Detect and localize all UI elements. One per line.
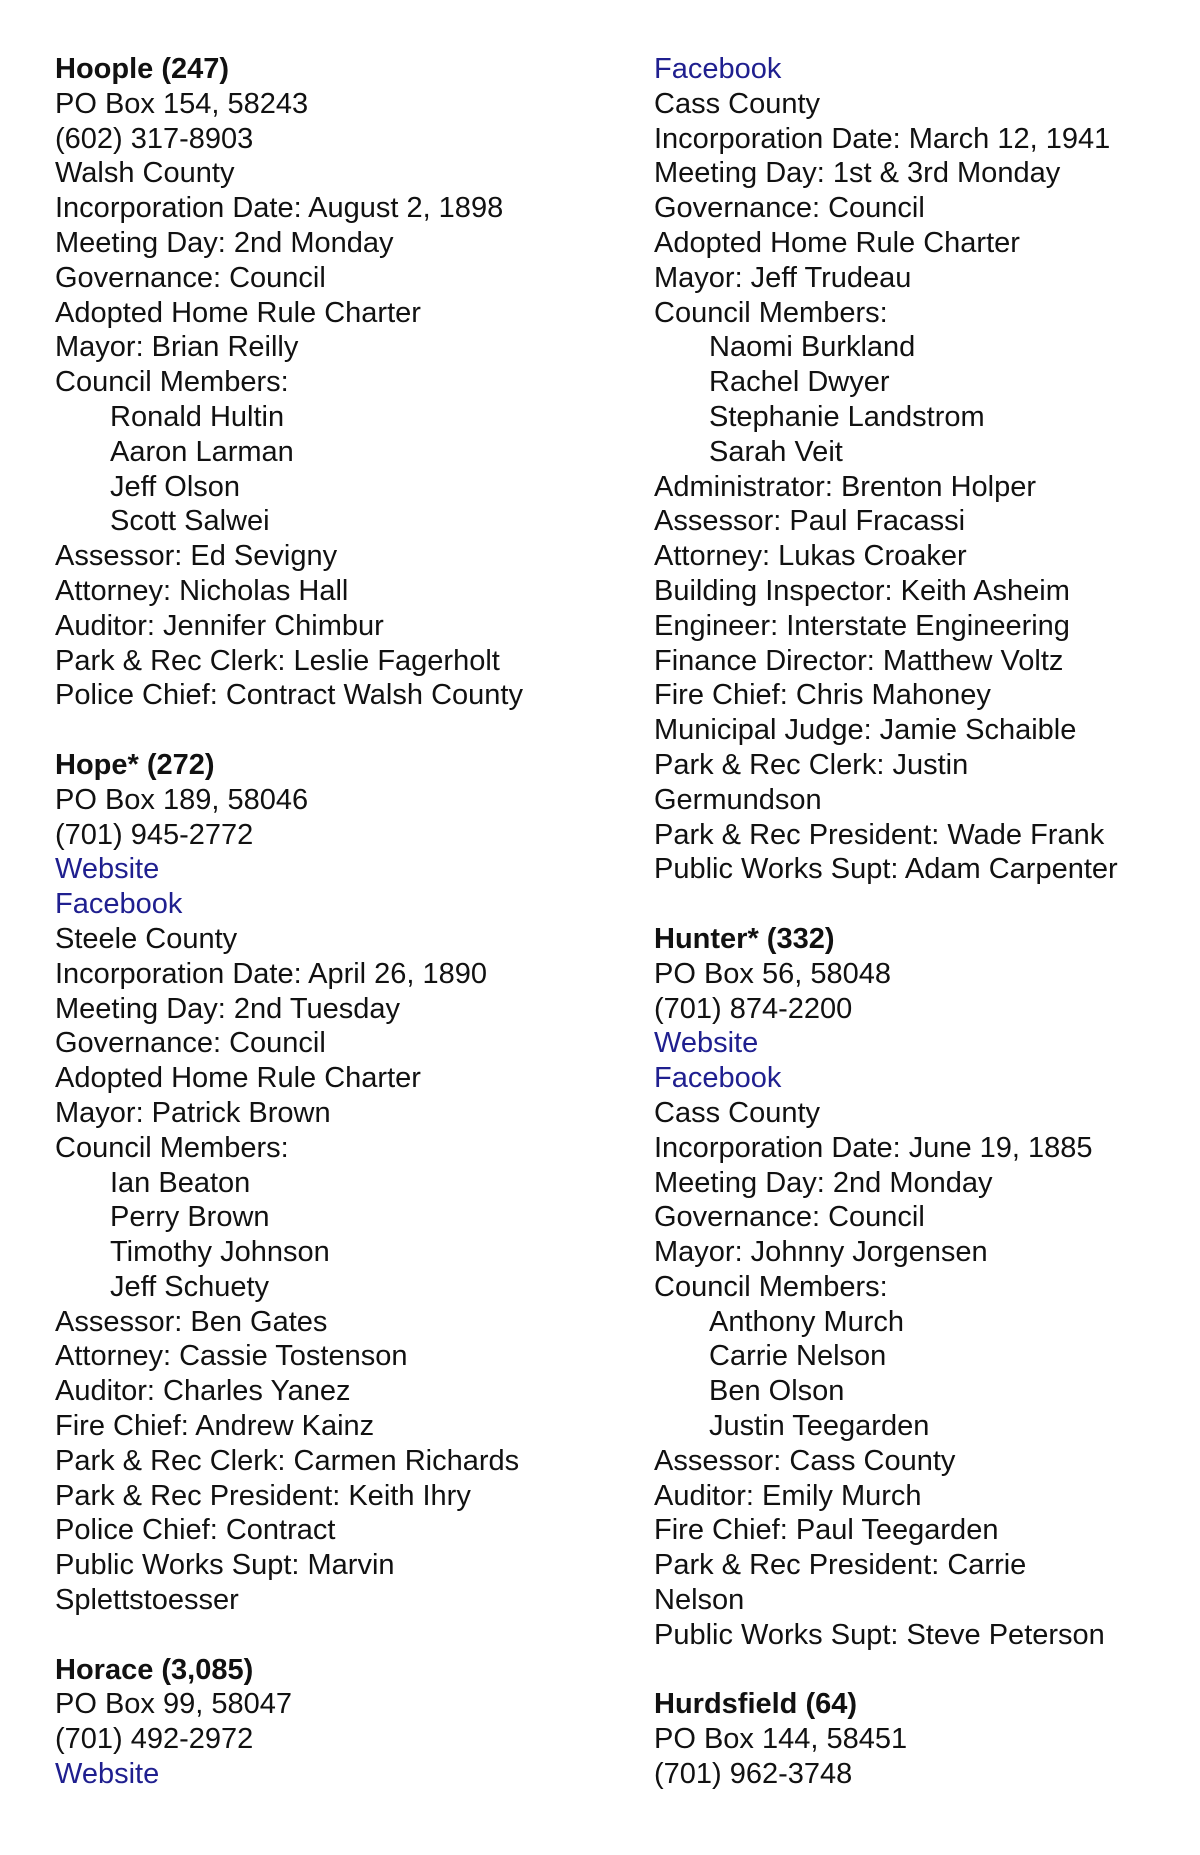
directory-line: (701) 945-2772 — [55, 818, 254, 851]
directory-line: (701) 874-2200 — [654, 992, 853, 1025]
directory-line: Auditor: Jennifer Chimbur — [55, 609, 384, 642]
directory-line: Park & Rec President: Wade Frank — [654, 818, 1105, 851]
directory-line: Steele County — [55, 922, 238, 955]
council-member: Anthony Murch — [709, 1305, 905, 1338]
council-member: Sarah Veit — [709, 435, 843, 468]
directory-line: Police Chief: Contract — [55, 1514, 336, 1547]
council-member: Ian Beaton — [110, 1166, 251, 1199]
council-member: Justin Teegarden — [709, 1410, 930, 1443]
directory-line: Mayor: Jeff Trudeau — [654, 261, 912, 294]
section-spacer — [654, 1653, 1194, 1688]
directory-line: Mayor: Patrick Brown — [55, 1096, 331, 1129]
section-spacer — [654, 887, 1194, 922]
directory-line: Fire Chief: Chris Mahoney — [654, 679, 991, 712]
directory-line: Park & Rec President: Keith Ihry — [55, 1479, 471, 1512]
directory-line: Public Works Supt: Marvin — [55, 1549, 395, 1582]
council-member: Timothy Johnson — [110, 1236, 330, 1269]
directory-line: Park & Rec Clerk: Justin — [654, 748, 969, 781]
directory-line: Fire Chief: Andrew Kainz — [55, 1410, 375, 1443]
council-member: Scott Salwei — [110, 505, 270, 538]
directory-line: Building Inspector: Keith Asheim — [654, 574, 1070, 607]
directory-line: Meeting Day: 2nd Monday — [55, 226, 394, 259]
directory-line: Police Chief: Contract Walsh County — [55, 679, 523, 712]
city-heading-hoople: Hoople (247) — [55, 53, 230, 85]
directory-line: Incorporation Date: April 26, 1890 — [55, 957, 488, 990]
directory-line: Mayor: Johnny Jorgensen — [654, 1236, 988, 1269]
directory-line: Finance Director: Matthew Voltz — [654, 644, 1064, 677]
directory-line: PO Box 154, 58243 — [55, 87, 309, 120]
directory-line: Auditor: Charles Yanez — [55, 1375, 351, 1408]
directory-line: Fire Chief: Paul Teegarden — [654, 1514, 999, 1547]
council-member: Stephanie Landstrom — [709, 400, 985, 433]
city-heading-hurdsfield: Hurdsfield (64) — [654, 1688, 858, 1721]
directory-line: Council Members: — [55, 1131, 289, 1164]
directory-line: Council Members: — [654, 1270, 888, 1303]
council-member: Carrie Nelson — [709, 1340, 887, 1373]
directory-line: Attorney: Lukas Croaker — [654, 540, 967, 573]
directory-line: Meeting Day: 1st & 3rd Monday — [654, 157, 1061, 190]
directory-line: Public Works Supt: Steve Peterson — [654, 1618, 1105, 1651]
council-member: Perry Brown — [110, 1201, 270, 1234]
directory-line: (701) 492-2972 — [55, 1723, 254, 1756]
section-spacer — [55, 1618, 615, 1653]
directory-line: Adopted Home Rule Charter — [55, 296, 421, 329]
directory-line: Nelson — [654, 1584, 745, 1617]
directory-line: Cass County — [654, 87, 821, 120]
directory-line: Incorporation Date: June 19, 1885 — [654, 1131, 1093, 1164]
directory-line: PO Box 189, 58046 — [55, 783, 309, 816]
directory-line: Council Members: — [55, 366, 289, 399]
directory-line: Assessor: Paul Fracassi — [654, 505, 966, 538]
directory-line: Park & Rec Clerk: Carmen Richards — [55, 1444, 520, 1477]
council-member: Rachel Dwyer — [709, 366, 890, 399]
directory-line: (701) 962-3748 — [654, 1758, 853, 1791]
directory-line: Adopted Home Rule Charter — [654, 226, 1020, 259]
directory-line: Engineer: Interstate Engineering — [654, 609, 1070, 642]
council-member: Jeff Schuety — [110, 1270, 270, 1303]
directory-line: Assessor: Ben Gates — [55, 1305, 328, 1338]
directory-line: Administrator: Brenton Holper — [654, 470, 1036, 503]
directory-line: Park & Rec Clerk: Leslie Fagerholt — [55, 644, 500, 677]
city-heading-hunter: Hunter* (332) — [654, 922, 835, 955]
directory-line: Incorporation Date: August 2, 1898 — [55, 192, 504, 225]
directory-line: Attorney: Cassie Tostenson — [55, 1340, 408, 1373]
city-heading-horace: Horace (3,085) — [55, 1653, 254, 1686]
hope-website-link[interactable]: Website — [55, 853, 160, 886]
directory-line: Governance: Council — [654, 1201, 925, 1234]
directory-line: Auditor: Emily Murch — [654, 1479, 922, 1512]
city-heading-hope: Hope* (272) — [55, 748, 215, 781]
directory-line: Governance: Council — [55, 1027, 326, 1060]
directory-line: PO Box 56, 58048 — [654, 957, 891, 990]
directory-line: Meeting Day: 2nd Monday — [654, 1166, 993, 1199]
directory-line: Assessor: Ed Sevigny — [55, 540, 338, 573]
council-member: Aaron Larman — [110, 435, 294, 468]
directory-line: Attorney: Nicholas Hall — [55, 574, 349, 607]
directory-line: Meeting Day: 2nd Tuesday — [55, 992, 400, 1025]
horace-website-link[interactable]: Website — [55, 1758, 160, 1791]
directory-line: Mayor: Brian Reilly — [55, 331, 299, 364]
directory-line: PO Box 99, 58047 — [55, 1688, 292, 1721]
left-column — [55, 52, 615, 1792]
directory-line: Cass County — [654, 1096, 821, 1129]
facebook-link[interactable]: Facebook — [654, 53, 782, 85]
directory-line: Splettstoesser — [55, 1584, 239, 1617]
hunter-website-link[interactable]: Website — [654, 1027, 759, 1060]
hunter-facebook-link[interactable]: Facebook — [654, 1062, 782, 1095]
directory-line: Germundson — [654, 783, 822, 816]
directory-line: PO Box 144, 58451 — [654, 1723, 908, 1756]
directory-line: Council Members: — [654, 296, 888, 329]
council-member: Ben Olson — [709, 1375, 845, 1408]
council-member: Ronald Hultin — [110, 400, 285, 433]
directory-line: Public Works Supt: Adam Carpenter — [654, 853, 1118, 886]
directory-line: Governance: Council — [654, 192, 925, 225]
council-member: Jeff Olson — [110, 470, 241, 503]
section-spacer — [55, 713, 615, 748]
directory-line: Adopted Home Rule Charter — [55, 1062, 421, 1095]
directory-line: Incorporation Date: March 12, 1941 — [654, 122, 1111, 155]
directory-line: Assessor: Cass County — [654, 1444, 956, 1477]
directory-line: Governance: Council — [55, 261, 326, 294]
council-member: Naomi Burkland — [709, 331, 916, 364]
directory-line: Municipal Judge: Jamie Schaible — [654, 714, 1077, 747]
hope-facebook-link[interactable]: Facebook — [55, 888, 183, 921]
right-column — [654, 52, 1194, 1792]
directory-line: (602) 317-8903 — [55, 122, 254, 155]
directory-line: Walsh County — [55, 157, 235, 190]
directory-line: Park & Rec President: Carrie — [654, 1549, 1027, 1582]
